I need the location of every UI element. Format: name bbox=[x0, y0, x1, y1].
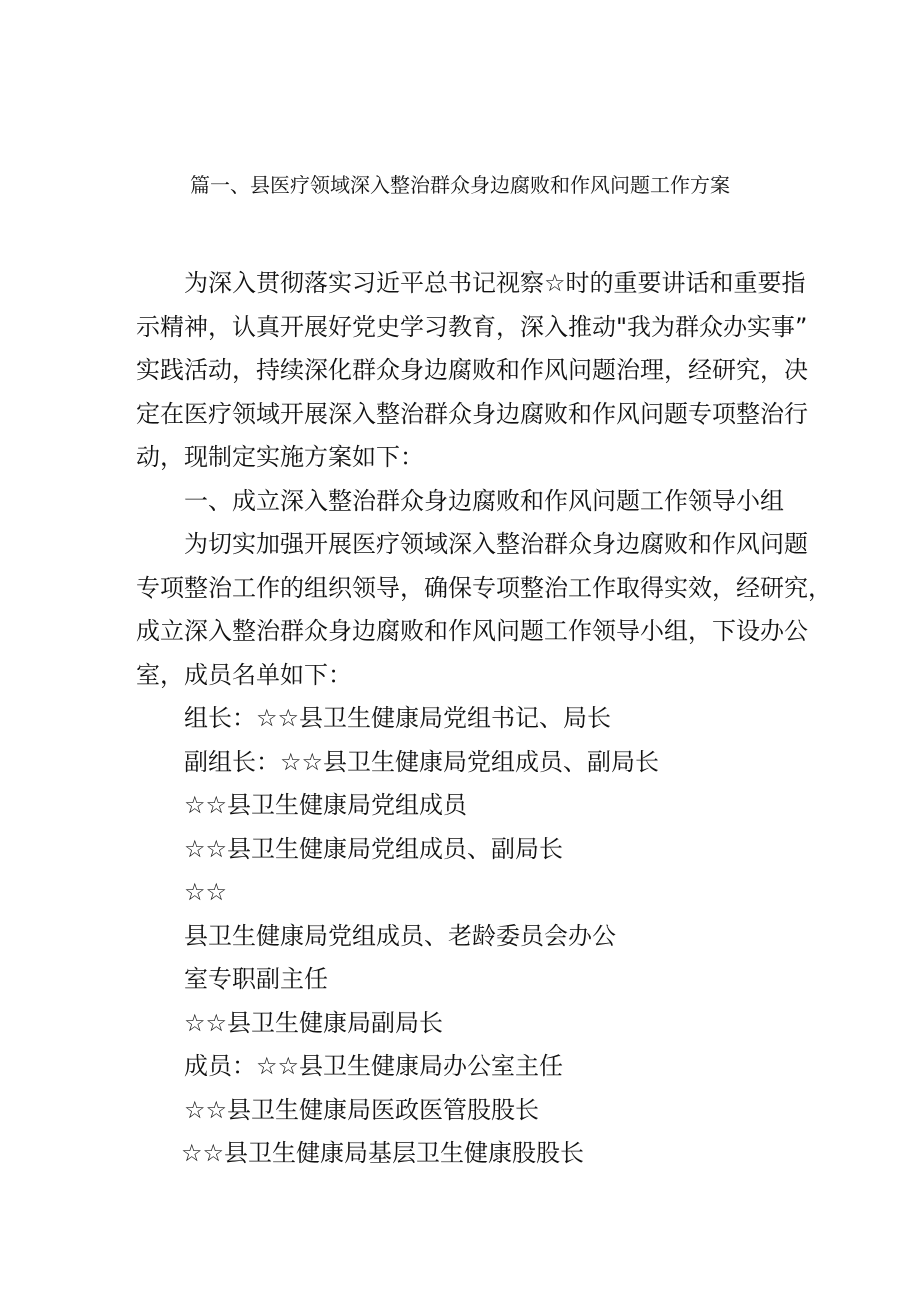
intro-line: 示精神，认真开展好党史学习教育，深入推动"我为群众办实事” bbox=[136, 312, 808, 341]
member-line: ☆☆县卫生健康局医政医管股股长 bbox=[184, 1095, 540, 1124]
member-line: ☆☆县卫生健康局副局长 bbox=[184, 1008, 444, 1037]
section-line: 室，成员名单如下： bbox=[136, 660, 352, 689]
intro-line: 动，现制定实施方案如下： bbox=[136, 443, 424, 471]
intro-line: 实践活动，持续深化群众身边腐败和作风问题治理，经研究，决 bbox=[136, 356, 808, 384]
member-line: 县卫生健康局党组成员、老龄委员会办公 bbox=[184, 921, 616, 950]
member-line: 室专职副主任 bbox=[184, 965, 328, 993]
section-line: 成立深入整治群众身边腐败和作风问题工作领导小组，下设办公 bbox=[136, 617, 808, 645]
member-list bbox=[136, 697, 804, 1176]
intro-line: 为深入贯彻落实习近平总书记视察☆时的重要讲话和重要指 bbox=[184, 269, 806, 297]
member-line: 成员：☆☆县卫生健康局办公室主任 bbox=[184, 1052, 564, 1080]
section-line: 专项整治工作的组织领导，确保专项整治工作取得实效，经研究， bbox=[136, 573, 832, 602]
intro-line: 定在医疗领域开展深入整治群众身边腐败和作风问题专项整治行 bbox=[136, 399, 808, 428]
document-title: 篇一、县医疗领域深入整治群众身边腐败和作风问题工作方案 bbox=[190, 173, 730, 197]
member-line: 副组长：☆☆县卫生健康局党组成员、副局长 bbox=[184, 747, 660, 776]
member-line: ☆☆县卫生健康局党组成员 bbox=[184, 791, 468, 819]
intro-paragraph bbox=[136, 262, 808, 480]
member-line: ☆☆县卫生健康局基层卫生健康股股长 bbox=[181, 1139, 585, 1167]
member-line: ☆☆县卫生健康局党组成员、副局长 bbox=[184, 834, 564, 863]
document-body bbox=[136, 262, 832, 1176]
section-paragraph bbox=[136, 523, 832, 697]
section-heading: 一、成立深入整治群众身边腐败和作风问题工作领导小组 bbox=[184, 486, 784, 515]
member-line: ☆☆ bbox=[184, 878, 228, 906]
member-line: 组长：☆☆县卫生健康局党组书记、局长 bbox=[184, 704, 612, 732]
section-line: 为切实加强开展医疗领域深入整治群众身边腐败和作风问题 bbox=[184, 530, 808, 558]
